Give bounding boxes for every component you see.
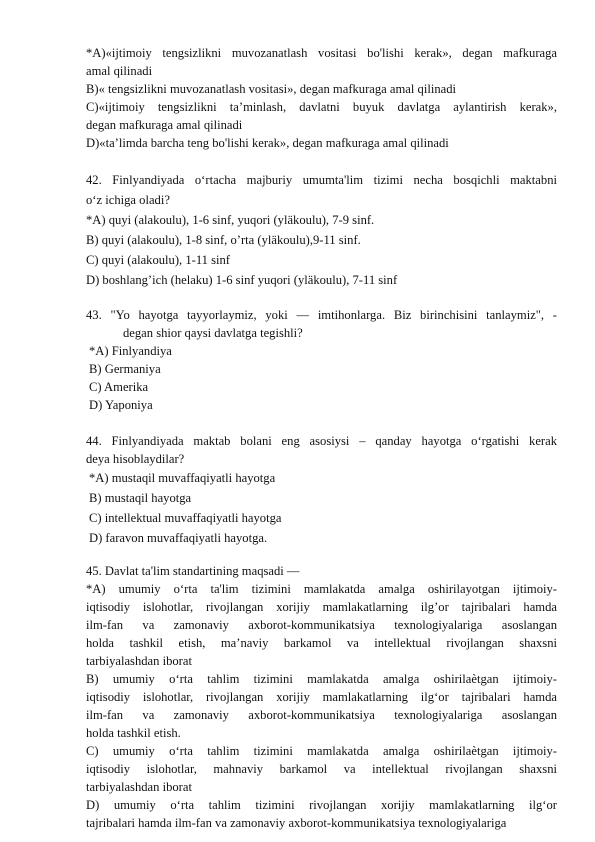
question-43 (86, 306, 557, 414)
q45-option-b-line-1: B) umumiy o‘rta tahlim tizimini mamlakatda amalga oshirilaѐtgan ijtimoiy- (86, 672, 557, 686)
q42-question-line-2: o‘z ichiga oladi? (86, 193, 170, 207)
q43-question-line-2: degan shior qaysi davlatga tegishli? (123, 326, 303, 340)
q43-question-line-1: 43. "Yo hayotga tayyorlaymiz, yoki — imtihonlarga. Biz birinchisini tanlaymiz", - (86, 308, 557, 322)
q45-option-b-line-4: holda tashkil etish. (86, 726, 181, 740)
document-page (86, 44, 557, 832)
q45-option-a-line-3: ilm-fan va zamonaviy axborot-kommunikatsiya texnologiyalariga asoslangan (86, 618, 557, 632)
q45-option-a-line-4: holda tashkil etish, ma’naviy barkamol va intellektual rivojlangan shaxsni (86, 636, 557, 650)
q41-option-b: B)« tengsizlikni muvozanatlash vositasi», degan mafkuraga amal qilinadi (86, 82, 457, 96)
q44-option-b: B) mustaqil hayotga (89, 491, 192, 505)
q42-question-line-1: 42. Finlyandiyada o‘rtacha majburiy umumta'lim tizimi necha bosqichli maktabni (86, 173, 557, 187)
q41-option-a-line-2: amal qilinadi (86, 64, 153, 78)
q44-option-d: D) faravon muvaffaqiyatli hayotga. (89, 531, 268, 545)
q45-option-a-line-1: *A) umumiy o‘rta ta'lim tizimini mamlakatda amalga oshirilayotgan ijtimoiy- (86, 582, 557, 596)
spacer (86, 152, 557, 170)
q41-option-c-line-1: C)«ijtimoiy tengsizlikni ta’minlash, davlatni buyuk davlatga aylantirish kerak», (86, 100, 557, 114)
q44-option-c: C) intellektual muvaffaqiyatli hayotga (89, 511, 282, 525)
q45-option-b-line-3: ilm-fan va zamonaviy axborot-kommunikatsiya texnologiyalariga asoslangan (86, 708, 557, 722)
q44-question-line-1: 44. Finlyandiyada maktab bolani eng asosiysi – qanday hayotga o‘rgatishi kerak (86, 434, 557, 448)
question-44 (86, 432, 557, 548)
q45-option-c-line-3: tarbiyalashdan iborat (86, 780, 192, 794)
q42-option-d: D) boshlang’ich (helaku) 1-6 sinf yuqori (yläkoulu), 7-11 sinf (86, 273, 398, 287)
q45-question: 45. Davlat ta'lim standartining maqsadi — (86, 564, 300, 578)
question-42 (86, 170, 557, 290)
q45-option-d-line-1: D) umumiy o‘rta tahlim tizimini rivojlangan xorijiy mamlakatlarning ilg‘or (86, 798, 557, 812)
q45-option-b-line-2: iqtisodiy islohotlar, rivojlangan xorijiy mamlakatlarning ilg‘or tajribalari hamda (86, 690, 557, 704)
spacer (86, 290, 557, 306)
q45-option-c-line-2: iqtisodiy islohotlar, mahnaviy barkamol va intellektual rivojlangan shaxsni (86, 762, 557, 776)
question-41-options (86, 44, 557, 152)
spacer (86, 414, 557, 432)
q45-option-a-line-5: tarbiyalashdan iborat (86, 654, 192, 668)
q41-option-c-line-2: degan mafkuraga amal qilinadi (86, 118, 243, 132)
q43-option-b: B) Germaniya (89, 362, 161, 376)
q43-option-d: D) Yaponiya (89, 398, 153, 412)
q42-option-a: *A) quyi (alakoulu), 1-6 sinf, yuqori (yläkoulu), 7-9 sinf. (86, 213, 375, 227)
q43-option-a: *A) Finlyandiya (89, 344, 172, 358)
question-45 (86, 562, 557, 832)
q41-option-d: D)«ta’limda barcha teng bo'lishi kerak», degan mafkuraga amal qilinadi (86, 136, 449, 150)
q45-option-a-line-2: iqtisodiy islohotlar, rivojlangan xorijiy mamlakatlarning ilg’or tajribalari hamda (86, 600, 557, 614)
q43-option-c: C) Amerika (89, 380, 149, 394)
spacer (86, 548, 557, 562)
q45-option-d-line-2: tajribalari hamda ilm-fan va zamonaviy axborot-kommunikatsiya texnologiyalariga (86, 816, 507, 830)
q44-question-line-2: deya hisoblaydilar? (86, 452, 185, 466)
q41-option-a-line-1: *A)«ijtimoiy tengsizlikni muvozanatlash vositasi bo'lishi kerak», degan mafkuraga (86, 46, 557, 60)
q44-option-a: *A) mustaqil muvaffaqiyatli hayotga (89, 471, 276, 485)
q42-option-c: C) quyi (alakoulu), 1-11 sinf (86, 253, 230, 267)
q45-option-c-line-1: C) umumiy o‘rta tahlim tizimini mamlakatda amalga oshirilaѐtgan ijtimoiy- (86, 744, 557, 758)
q42-option-b: B) quyi (alakoulu), 1-8 sinf, o’rta (yläkoulu),9-11 sinf. (86, 233, 361, 247)
